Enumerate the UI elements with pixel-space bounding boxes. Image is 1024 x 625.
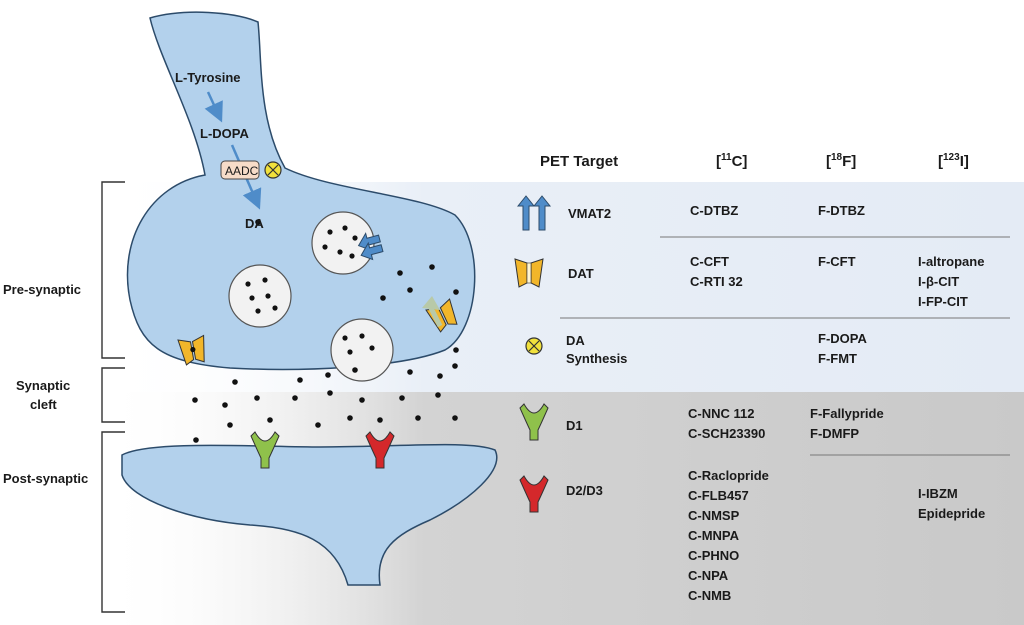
f18-ligand: F-Fallypride xyxy=(810,406,884,421)
c11-ligand: C-DTBZ xyxy=(690,203,739,218)
c11-ligand: C-Raclopride xyxy=(688,468,769,483)
header-pet-target: PET Target xyxy=(540,153,619,170)
f18-ligand: F-DMFP xyxy=(810,426,860,441)
aadc-enzyme-icon xyxy=(526,338,542,354)
i123-ligand: Epidepride xyxy=(918,506,986,521)
target-d1: D1 xyxy=(566,418,583,433)
pre-synaptic-label: Pre-synaptic xyxy=(3,282,82,297)
c11-ligand: C-NNC 112 xyxy=(688,406,755,421)
aadc-label: AADC xyxy=(225,164,259,178)
c11-ligand: C-CFT xyxy=(690,254,729,269)
i123-ligand: I-altropane xyxy=(918,254,985,269)
c11-ligand: C-PHNO xyxy=(688,548,740,563)
post-synaptic-label: Post-synaptic xyxy=(3,471,89,486)
f18-ligand: F-FMT xyxy=(818,351,857,366)
c11-ligand: C-SCH23390 xyxy=(688,426,766,441)
cleft-label-2: cleft xyxy=(30,397,57,412)
f18-ligand: F-DOPA xyxy=(818,331,867,346)
header-c11: [$^{11}$C] xyxy=(716,152,748,170)
vesicle xyxy=(331,319,393,381)
i123-ligand: I-β-CIT xyxy=(918,274,960,289)
f18-ligand: F-CFT xyxy=(818,254,856,269)
cleft-label: Synaptic xyxy=(16,378,71,393)
c11-ligand: C-RTI 32 xyxy=(690,274,743,289)
c11-ligand: C-NMSP xyxy=(688,508,740,523)
i123-ligand: I-FP-CIT xyxy=(918,294,968,309)
target-da-synthesis: DA xyxy=(566,333,585,348)
target-vmat2: VMAT2 xyxy=(568,206,612,221)
aadc-inhibit-icon xyxy=(265,162,281,178)
f18-ligand: F-DTBZ xyxy=(818,203,865,218)
dat-transporter-icon xyxy=(515,259,543,287)
vesicle xyxy=(229,265,291,327)
da-label: DA xyxy=(245,216,264,231)
header-f18: [$^{18}$F] xyxy=(826,152,857,170)
target-dat: DAT xyxy=(568,266,594,281)
c11-ligand: C-FLB457 xyxy=(688,488,749,503)
dopa-label: L-DOPA xyxy=(200,126,249,141)
tyrosine-label: L-Tyrosine xyxy=(175,70,241,85)
c11-ligand: C-MNPA xyxy=(688,528,740,543)
target-d2-d3: D2/D3 xyxy=(566,483,603,498)
c11-ligand: C-NPA xyxy=(688,568,729,583)
target-da-synthesis-2: Synthesis xyxy=(566,351,628,366)
i123-ligand: I-IBZM xyxy=(918,486,958,501)
c11-ligand: C-NMB xyxy=(688,588,732,603)
header-i123: [$^{123}$I] xyxy=(938,152,969,170)
